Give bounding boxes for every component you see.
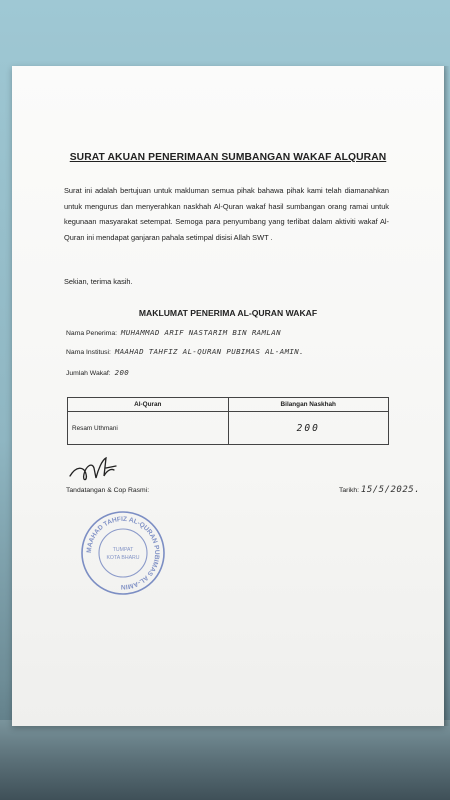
signature-mark [66, 454, 126, 486]
paper-edge-shadow [444, 66, 450, 726]
stamp-center-line1: TUMPAT [112, 547, 134, 553]
recipient-label: Nama Penerima: [66, 330, 117, 337]
closing-line: Sekian, terima kasih. [64, 277, 133, 286]
stamp-ring-text: MAAHAD TAHFIZ AL-QURAN PUBIMAS AL-AMIN [85, 515, 161, 591]
recipient-field [66, 328, 281, 337]
quantity-field [66, 368, 129, 377]
table-header-row [68, 398, 389, 412]
date-label: Tarikh: [339, 487, 360, 494]
quantity-label: Jumlah Wakaf: [66, 370, 111, 377]
body-paragraph: Surat ini adalah bertujuan untuk makluman semua pihak bahawa pihak kami telah diamanahkan untuk mengurus dan menyerahkan naskhah Al-Quran wakaf hasil sumbangan orang ramai untuk kegunaan masyarakat setempat. Semoga para penyumbang yang terlibat dalam aktiviti wakaf Al-Quran ini mendapat ganjaran pahala setimpal disisi Allah SWT . [64, 186, 389, 242]
institution-value: MAAHAD TAHFIZ AL-QURAN PUBIMAS AL-AMIN. [114, 347, 304, 356]
stamp-center-line2: KOTA BHARU [106, 555, 140, 561]
signature-label: Tandatangan & Cop Rasmi: [66, 487, 150, 494]
recipient-value: MUHAMMAD ARIF NASTARIM BIN RAMLAN [120, 328, 281, 337]
quantity-value: 200 [114, 368, 130, 377]
date-value: 15/5/2025. [360, 485, 421, 495]
table-header-quran: Al-Quran [68, 398, 229, 412]
table-cell-count: 200 [228, 412, 389, 445]
institution-label: Nama Institusi: [66, 349, 111, 356]
official-stamp [78, 508, 168, 598]
quran-table [67, 397, 389, 445]
document-title: SURAT AKUAN PENERIMAAN SUMBANGAN WAKAF ALQURAN [69, 152, 387, 163]
table-header-count: Bilangan Naskhah [228, 398, 389, 412]
floor-shadow [0, 720, 450, 800]
section-title: MAKLUMAT PENERIMA AL-QURAN WAKAF [138, 308, 318, 318]
document-page [12, 66, 444, 726]
table-row [68, 412, 389, 445]
date-field [339, 485, 420, 495]
table-cell-item: Resam Uthmani [68, 412, 229, 445]
institution-field [66, 347, 304, 356]
